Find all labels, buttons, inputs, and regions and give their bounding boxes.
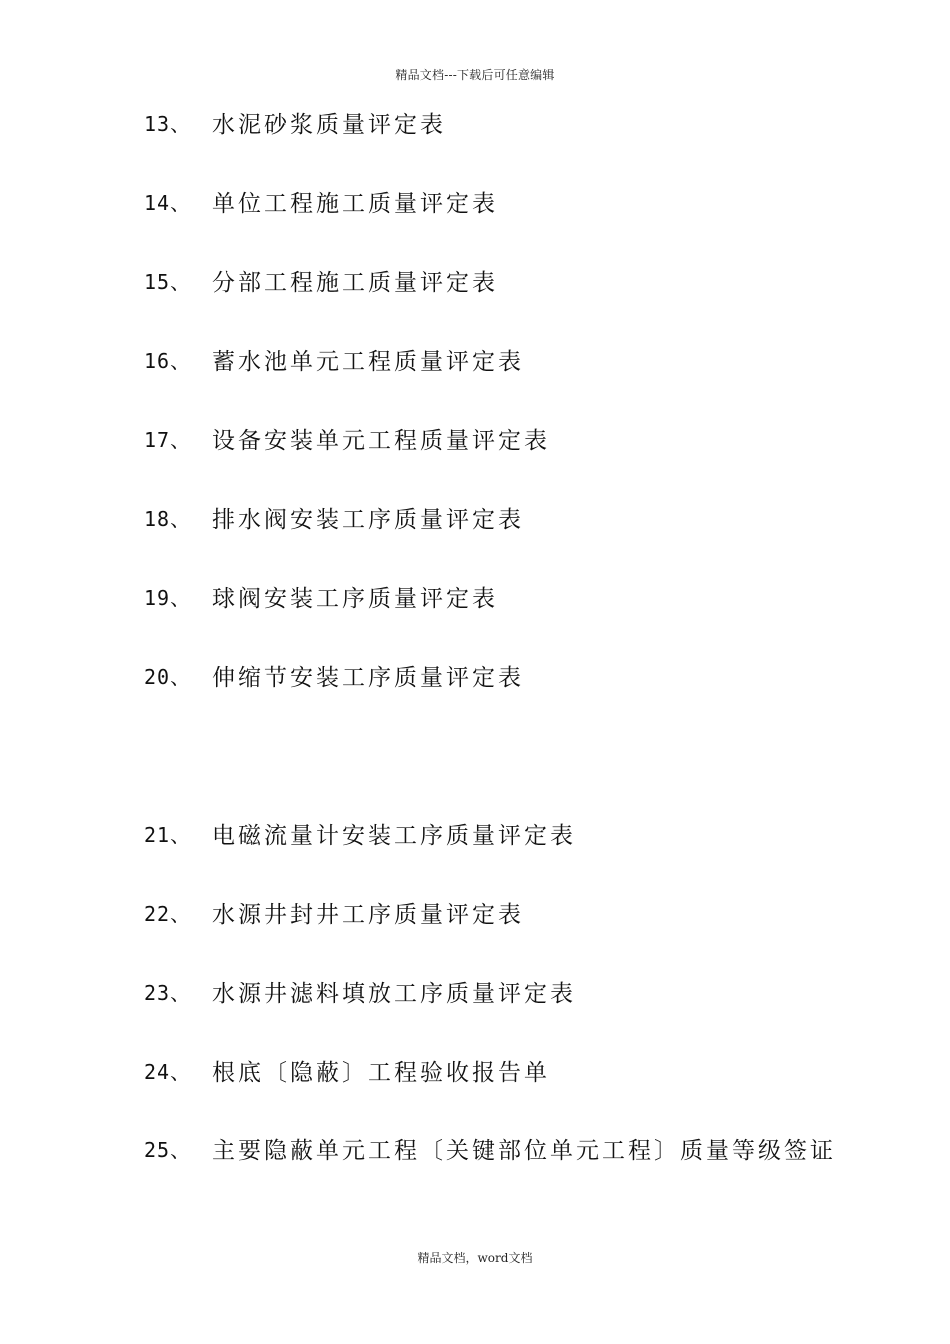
item-number: 24、 — [144, 1059, 192, 1084]
list-item — [144, 265, 498, 295]
item-text: 水源井滤料填放工序质量评定表 — [212, 980, 576, 1007]
list-item — [144, 423, 550, 453]
item-number: 13、 — [144, 111, 192, 136]
item-number: 15、 — [144, 269, 192, 294]
list-item — [144, 502, 524, 532]
list-item — [144, 1133, 836, 1163]
item-number: 18、 — [144, 506, 192, 531]
item-text: 蓄水池单元工程质量评定表 — [212, 348, 524, 375]
page-footer: 精品文档，word文档 — [417, 1251, 533, 1265]
item-text: 排水阀安装工序质量评定表 — [212, 506, 524, 533]
list-item — [144, 818, 576, 848]
list-item — [144, 581, 498, 611]
item-text: 伸缩节安装工序质量评定表 — [212, 664, 524, 691]
item-number: 22、 — [144, 901, 192, 926]
page-header: 精品文档---下载后可任意编辑 — [395, 68, 555, 82]
item-number: 23、 — [144, 980, 192, 1005]
list-item — [144, 344, 524, 374]
item-text: 主要隐蔽单元工程〔关键部位单元工程〕质量等级签证 — [212, 1137, 836, 1164]
item-text: 水源井封井工序质量评定表 — [212, 901, 524, 928]
item-text: 分部工程施工质量评定表 — [212, 269, 498, 296]
item-text: 球阀安装工序质量评定表 — [212, 585, 498, 612]
item-number: 17、 — [144, 427, 192, 452]
list-item — [144, 660, 524, 690]
item-text: 水泥砂浆质量评定表 — [212, 111, 446, 138]
list-item — [144, 186, 498, 216]
item-number: 21、 — [144, 822, 192, 847]
item-number: 16、 — [144, 348, 192, 373]
list-item — [144, 976, 576, 1006]
item-text: 单位工程施工质量评定表 — [212, 190, 498, 217]
item-number: 14、 — [144, 190, 192, 215]
list-item — [144, 897, 524, 927]
item-text: 根底〔隐蔽〕工程验收报告单 — [212, 1059, 550, 1086]
item-number: 19、 — [144, 585, 192, 610]
item-text: 电磁流量计安装工序质量评定表 — [212, 822, 576, 849]
list-item — [144, 107, 446, 137]
item-text: 设备安装单元工程质量评定表 — [212, 427, 550, 454]
item-number: 25、 — [144, 1137, 192, 1162]
item-number: 20、 — [144, 664, 192, 689]
list-item — [144, 1055, 550, 1085]
